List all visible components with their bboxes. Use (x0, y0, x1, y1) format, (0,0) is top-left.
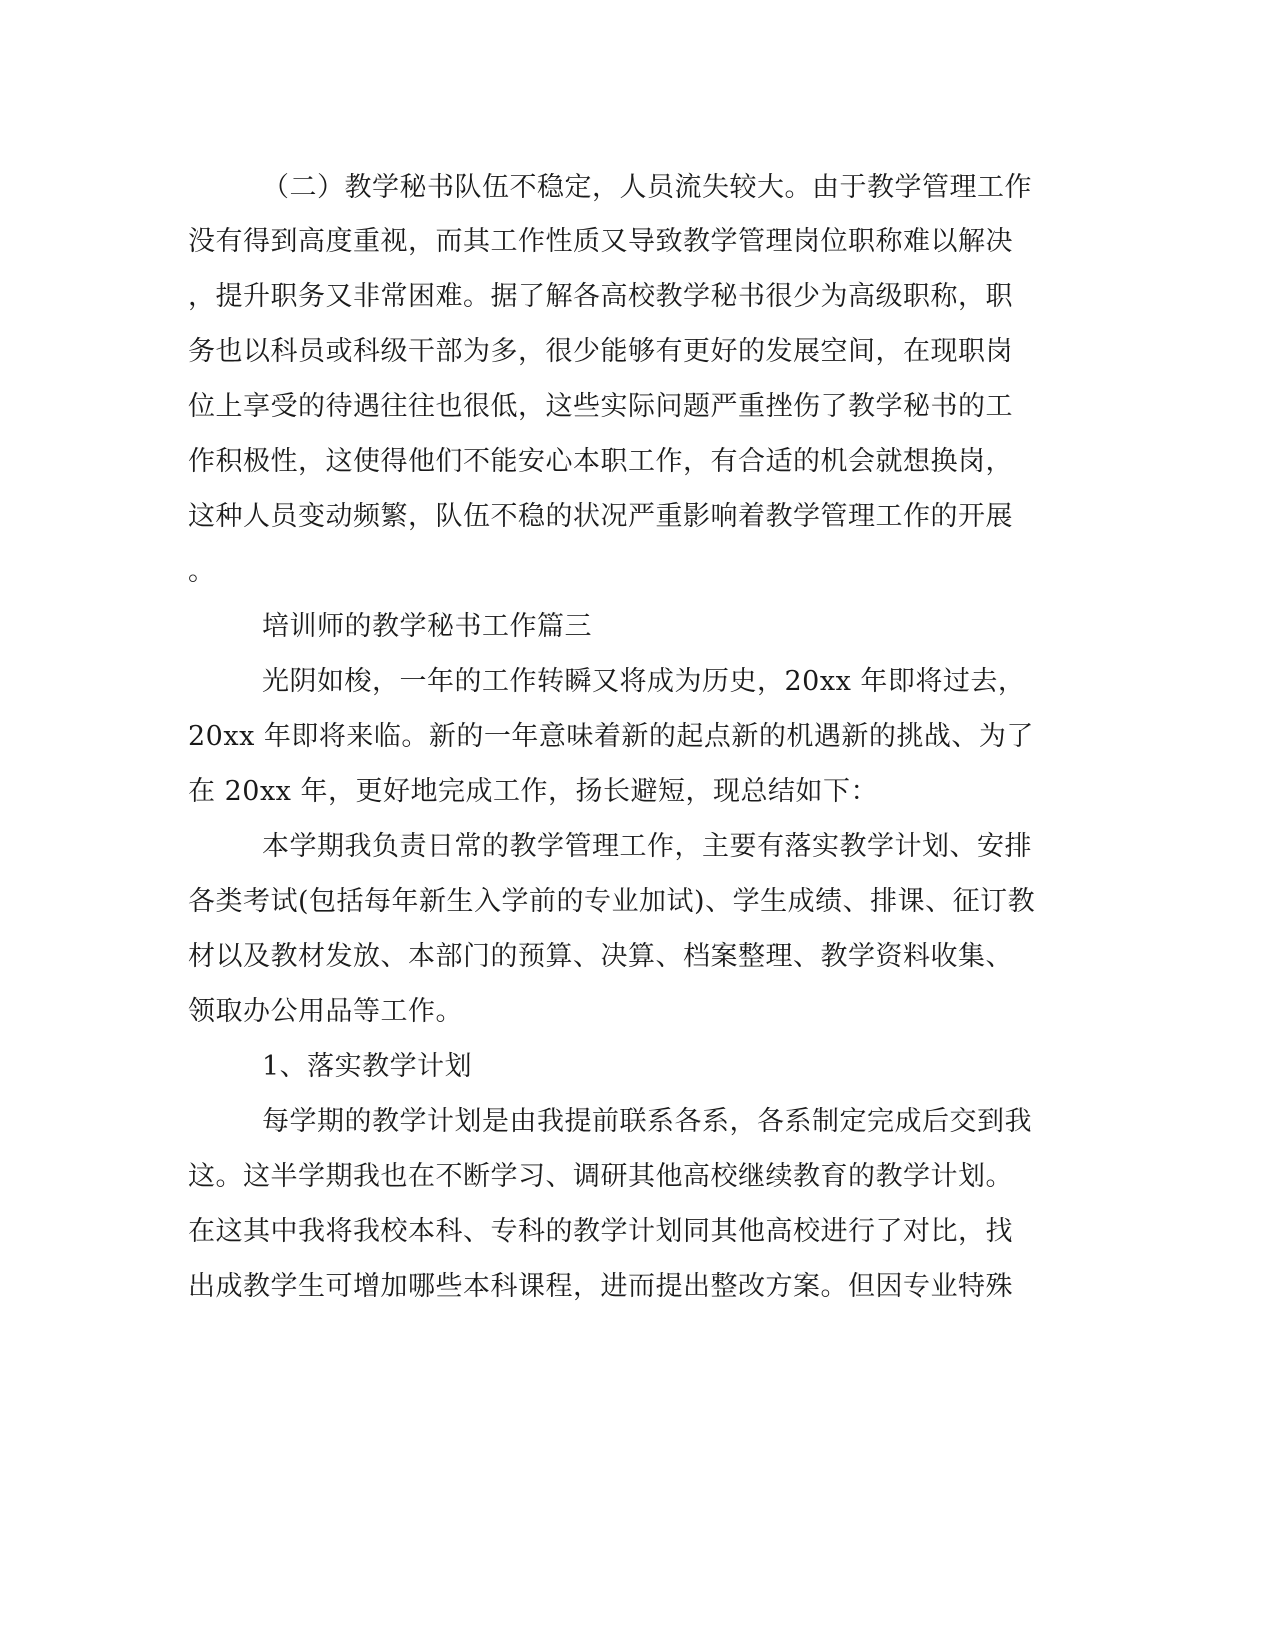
paragraph-2-line-6: 作积极性，这使得他们不能安心本职工作，有合适的机会就想换岗， (188, 446, 1013, 477)
paragraph-2-line-2: 没有得到高度重视，而其工作性质又导致教学管理岗位职称难以解决 (188, 226, 1013, 257)
paragraph-2-line-3: ，提升职务又非常困难。据了解各高校教学秘书很少为高级职称，职 (188, 281, 1013, 312)
duties-paragraph-line-3: 材以及教材发放、本部门的预算、决算、档案整理、教学资料收集、 (188, 941, 1013, 972)
plan-paragraph-line-2: 这。这半学期我也在不断学习、调研其他高校继续教育的教学计划。 (188, 1161, 1013, 1192)
paragraph-2-line-4: 务也以科员或科级干部为多，很少能够有更好的发展空间，在现职岗 (188, 336, 1013, 367)
duties-paragraph-line-2: 各类考试(包括每年新生入学前的专业加试)、学生成绩、排课、征订教 (188, 886, 1036, 917)
intro-paragraph-line-2: 20xx 年即将来临。新的一年意味着新的起点新的机遇新的挑战、为了 (188, 721, 1034, 752)
intro-paragraph-line-3: 在 20xx 年，更好地完成工作，扬长避短，现总结如下： (188, 776, 878, 807)
plan-paragraph-line-1: 每学期的教学计划是由我提前联系各系，各系制定完成后交到我 (262, 1106, 1032, 1137)
paragraph-2-line-8: 。 (188, 556, 216, 587)
paragraph-2-line-7: 这种人员变动频繁，队伍不稳的状况严重影响着教学管理工作的开展 (188, 501, 1013, 532)
paragraph-2-line-1: （二）教学秘书队伍不稳定，人员流失较大。由于教学管理工作 (262, 172, 1032, 203)
subheading-1: 1、落实教学计划 (262, 1051, 473, 1082)
plan-paragraph-line-4: 出成教学生可增加哪些本科课程，进而提出整改方案。但因专业特殊 (188, 1271, 1013, 1302)
intro-paragraph-line-1: 光阴如梭，一年的工作转瞬又将成为历史，20xx 年即将过去， (262, 666, 1026, 697)
section-heading: 培训师的教学秘书工作篇三 (262, 611, 592, 642)
duties-paragraph-line-4: 领取办公用品等工作。 (188, 996, 463, 1027)
paragraph-2-line-5: 位上享受的待遇往往也很低，这些实际问题严重挫伤了教学秘书的工 (188, 391, 1013, 422)
plan-paragraph-line-3: 在这其中我将我校本科、专科的教学计划同其他高校进行了对比，找 (188, 1216, 1013, 1247)
duties-paragraph-line-1: 本学期我负责日常的教学管理工作，主要有落实教学计划、安排 (262, 831, 1032, 862)
